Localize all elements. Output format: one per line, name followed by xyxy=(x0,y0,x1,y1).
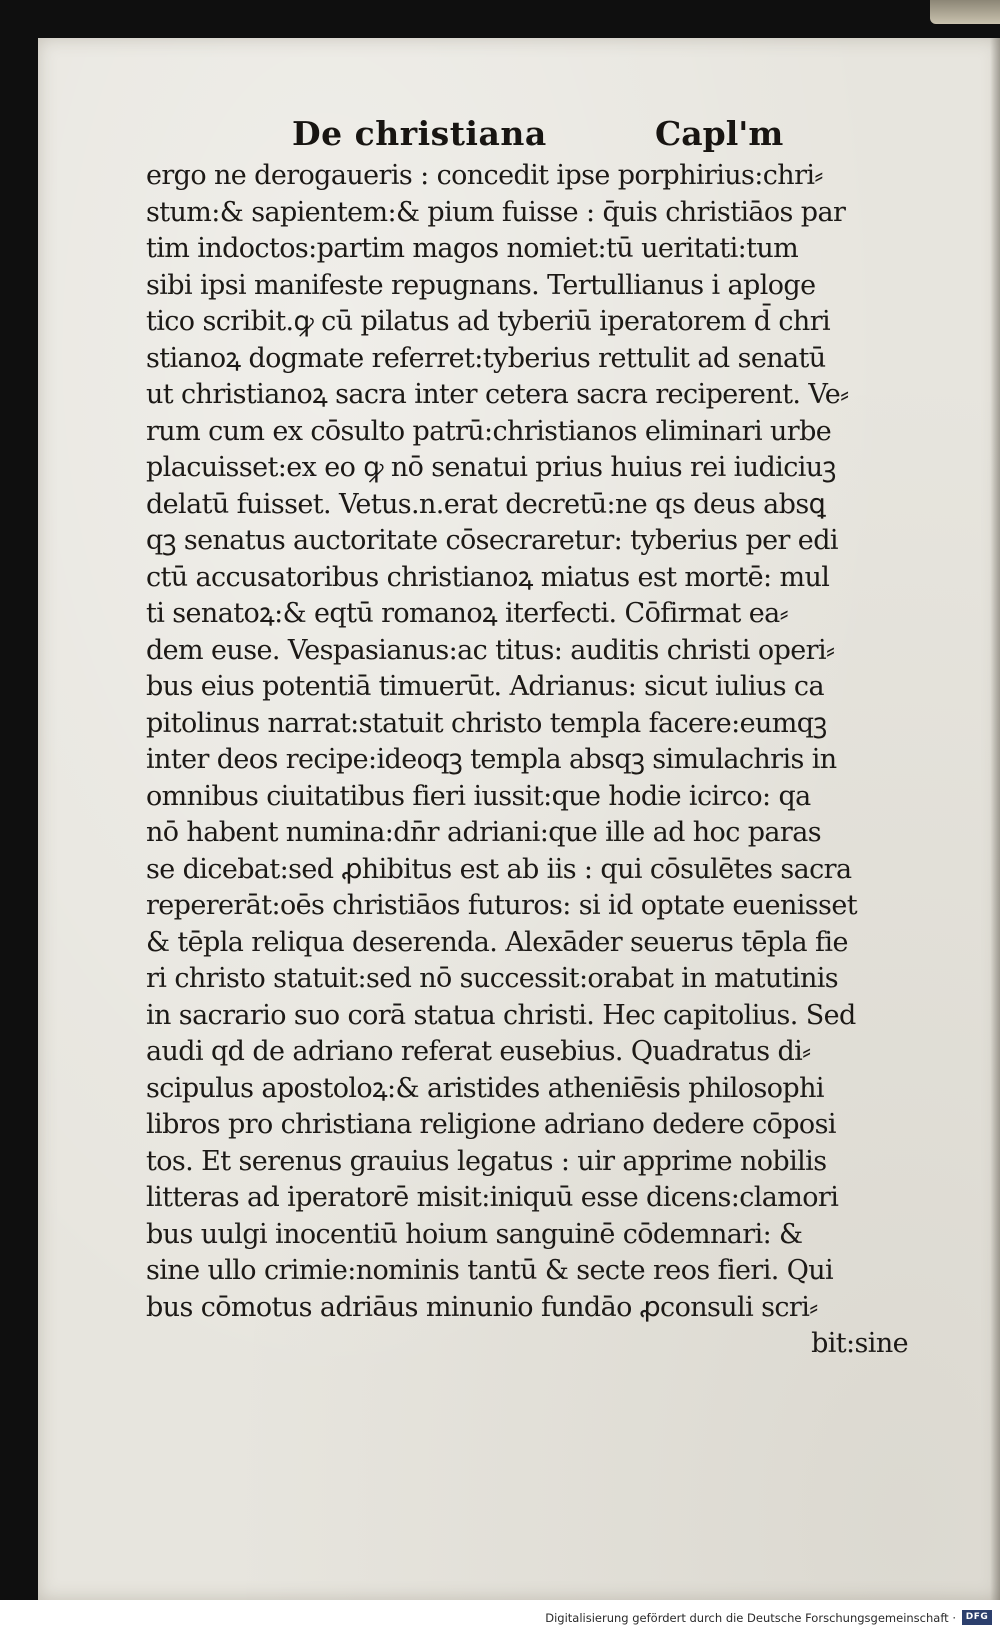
running-head-title: De christiana xyxy=(292,114,547,153)
body-text xyxy=(146,158,946,1363)
text-line: litteras ad iperatorē misit:iniquū esse dicens:clamori xyxy=(146,1182,839,1213)
adjacent-page-corner xyxy=(930,0,1000,24)
text-line: placuisset:ex eo ꝙ nō senatui prius huius rei iudiciuꝫ xyxy=(146,452,836,483)
text-line: in sacrario suo corā statua christi. Hec capitolius. Sed xyxy=(146,999,856,1031)
running-head xyxy=(38,114,1000,162)
book-page xyxy=(38,38,1000,1600)
text-line: tico scribit.ꝙ cū pilatus ad tyberiū iperatorem d̄ chri xyxy=(146,306,831,337)
text-line: ut christianoꝝ sacra inter cetera sacra reciperent. Ve⸗ xyxy=(146,379,849,410)
text-line: inter deos recipe:ideoqꝫ templa absqꝫ simulachris in xyxy=(146,744,837,775)
text-line: ti senatoꝝ:& eqtū romanoꝝ iterfecti. Cōfirmat ea⸗ xyxy=(146,598,788,629)
text-line: bus eius potentiā timuerūt. Adrianus: sicut iulius ca xyxy=(146,671,824,702)
text-line: dem euse. Vespasianus:ac titus: auditis christi operi⸗ xyxy=(146,634,835,666)
text-line: bus uulgi inocentiū hoium sanguinē cōdemnari: & xyxy=(146,1218,803,1250)
page-edge-shadow xyxy=(990,38,1000,1600)
text-line: qꝫ senatus auctoritate cōsecraretur: tyberius per edi xyxy=(146,525,838,556)
text-line: repererāt:oēs christiāos futuros: si id optate euenisset xyxy=(146,890,857,921)
text-line: nō habent numina:dn̄r adriani:que ille ad hoc paras xyxy=(146,817,821,848)
text-line: ctū accusatoribus christianoꝝ miatus est mortē: mul xyxy=(146,561,830,593)
text-line: & tēpla reliqua deserenda. Alexāder seuerus tēpla fie xyxy=(146,926,848,958)
text-line: ergo ne derogaueris : concedit ipse porphirius:chri⸗ xyxy=(146,160,823,191)
funding-credit: Digitalisierung gefördert durch die Deutsche Forschungsgemeinschaft · xyxy=(545,1611,956,1625)
text-line: tos. Et serenus grauius legatus : uir apprime nobilis xyxy=(146,1145,827,1177)
text-line: libros pro christiana religione adriano dedere cōposi xyxy=(146,1109,836,1140)
text-line: se dicebat:sed ꝓhibitus est ab iis : qui cōsulētes sacra xyxy=(146,853,852,885)
text-line: pitolinus narrat:statuit christo templa facere:eumqꝫ xyxy=(146,707,827,739)
text-line: ri christo statuit:sed nō successit:orabat in matutinis xyxy=(146,963,839,994)
text-line: stum:& sapientem:& pium fuisse : q̄uis christiāos par xyxy=(146,196,846,228)
text-line: delatū fuisset. Vetus.n.erat decretū:ne qs deus absꝗ xyxy=(146,488,826,520)
text-line: sine ullo crimie:nominis tantū & secte reos fieri. Qui xyxy=(146,1255,834,1286)
text-line: omnibus ciuitatibus fieri iussit:que hodie icirco: qa xyxy=(146,780,811,812)
text-line: audi qd de adriano referat eusebius. Quadratus di⸗ xyxy=(146,1036,811,1067)
text-line: scipulus apostoloꝝ:& aristides atheniēsis philosophi xyxy=(146,1072,824,1104)
digitization-footer xyxy=(0,1600,1000,1636)
text-line: bus cōmotus adriāus minunio fundāo ꝓconsuli scri⸗ xyxy=(146,1291,818,1323)
text-line: rum cum ex cōsulto patrū:christianos eliminari urbe xyxy=(146,415,832,447)
running-head-chapter: Capl'm xyxy=(655,114,784,153)
dfg-logo-icon: DFG xyxy=(962,1610,992,1625)
text-line: sibi ipsi manifeste repugnans. Tertullianus i aploge xyxy=(146,269,816,301)
text-line: tim indoctos:partim magos nomiet:tū ueritati:tum xyxy=(146,233,799,264)
catchword: bit:sine xyxy=(811,1328,908,1359)
text-line: stianoꝝ dogmate referret:tyberius rettulit ad senatū xyxy=(146,342,826,374)
